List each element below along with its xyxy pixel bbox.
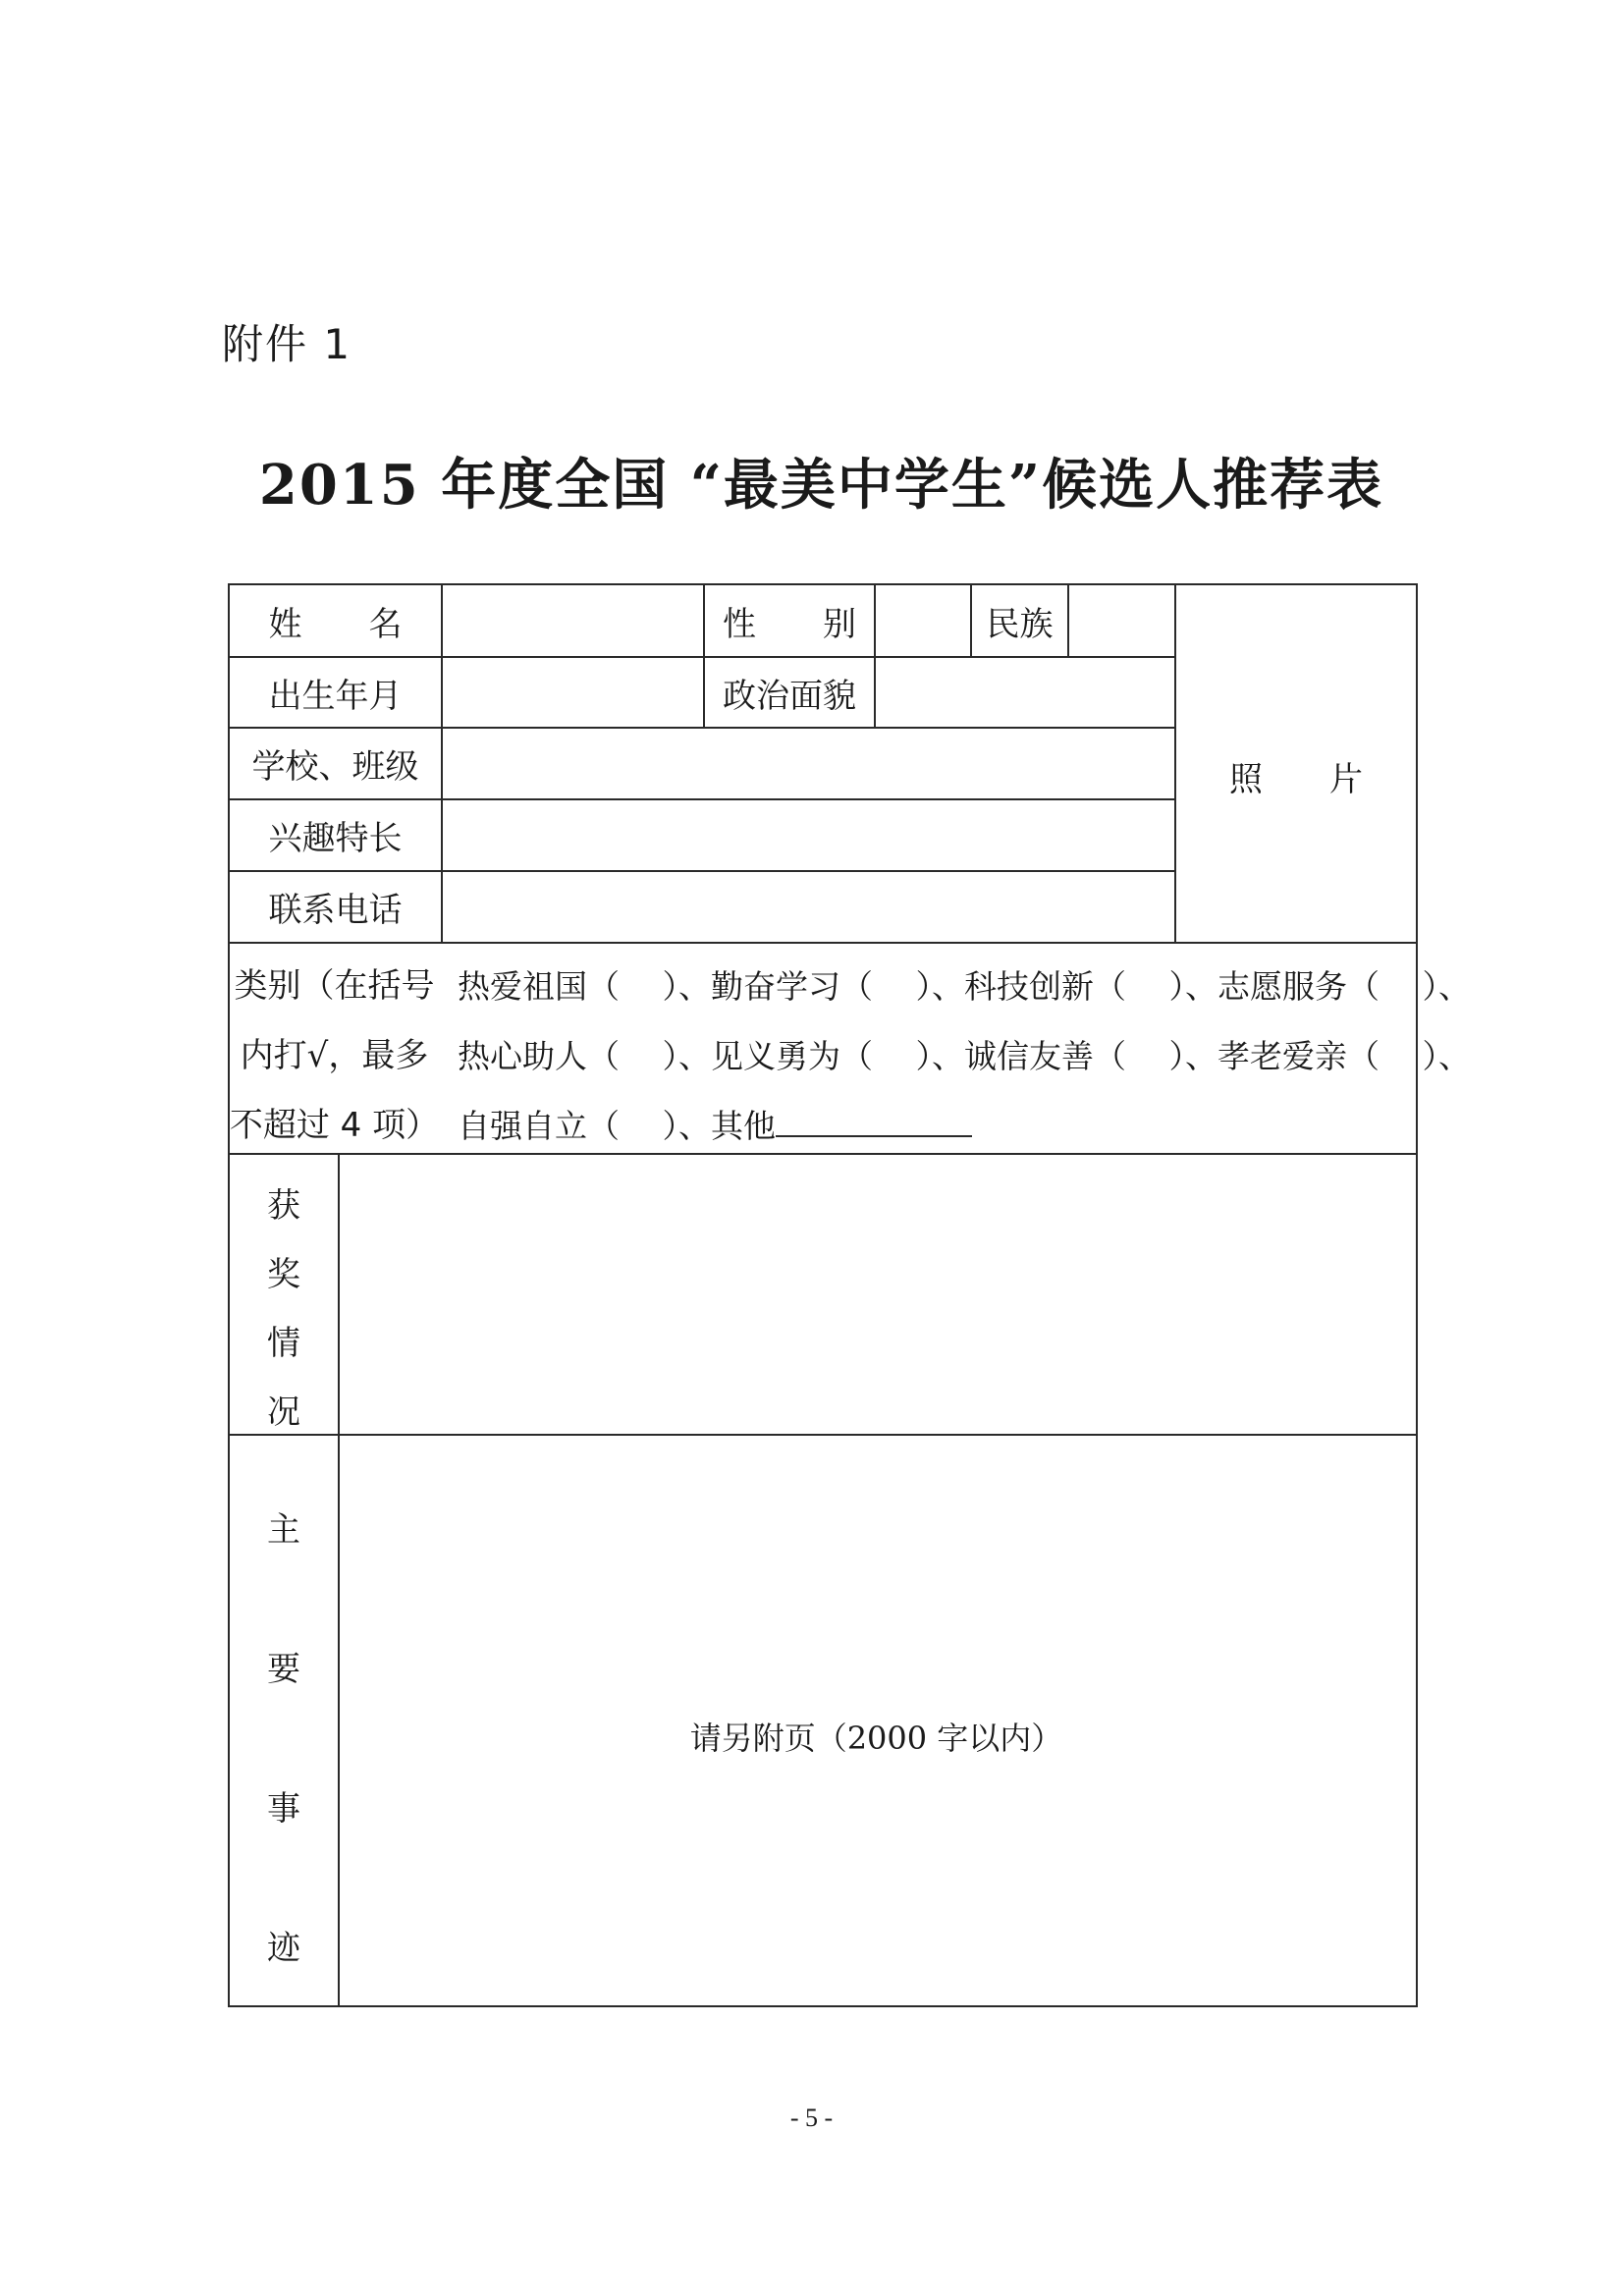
school-field[interactable] xyxy=(443,729,1174,798)
category-label-line: 内打√，最多 xyxy=(240,1036,429,1075)
phone-label: 联系电话 xyxy=(268,891,403,930)
attachment-label: 附件 1 xyxy=(222,320,352,368)
category-options-line[interactable]: 热心助人（ ）、见义勇为（ ）、诚信友善（ ）、孝老爱亲（ ）、 xyxy=(458,1037,1471,1075)
table-rule xyxy=(228,942,1418,944)
school-label: 学校、班级 xyxy=(251,747,419,787)
name-label: 姓 名 xyxy=(268,604,403,644)
page-number: - 5 - xyxy=(789,2104,834,2132)
hobby-field[interactable] xyxy=(443,800,1174,870)
awards-label-char: 奖 xyxy=(267,1255,300,1294)
table-rule xyxy=(1416,583,1418,2007)
ethnicity-field[interactable] xyxy=(1069,585,1174,656)
name-field[interactable] xyxy=(443,585,703,656)
deeds-label-char: 要 xyxy=(267,1650,300,1689)
table-rule xyxy=(228,2005,1418,2007)
deeds-label-char: 主 xyxy=(267,1510,300,1550)
hobby-label: 兴趣特长 xyxy=(268,819,403,858)
phone-field[interactable] xyxy=(443,872,1174,942)
gender-label: 性 别 xyxy=(723,604,856,644)
form-title: 2015 年度全国 “最美中学生”候选人推荐表 xyxy=(258,453,1384,518)
awards-label-char: 情 xyxy=(267,1324,300,1363)
photo-field[interactable] xyxy=(1176,585,1416,942)
other-blank[interactable] xyxy=(776,1106,972,1137)
category-options-line[interactable]: 热爱祖国（ ）、勤奋学习（ ）、科技创新（ ）、志愿服务（ ）、 xyxy=(458,967,1471,1006)
photo-label: 照 片 xyxy=(1229,759,1363,799)
birth-label: 出生年月 xyxy=(268,676,403,716)
political-field[interactable] xyxy=(876,658,1174,727)
category-options-text: 自强自立（ ）、其他 xyxy=(458,1107,776,1145)
awards-label-char: 况 xyxy=(267,1393,300,1432)
awards-label-char: 获 xyxy=(267,1186,300,1226)
awards-field[interactable] xyxy=(340,1155,1416,1434)
category-label-line: 不超过 4 项） xyxy=(229,1106,440,1145)
birth-field[interactable] xyxy=(443,658,703,727)
political-label: 政治面貌 xyxy=(723,676,856,716)
category-options-line[interactable] xyxy=(458,1091,972,1161)
ethnicity-label: 民族 xyxy=(986,604,1054,644)
deeds-label-char: 迹 xyxy=(267,1929,300,1968)
table-rule xyxy=(228,1434,1418,1436)
deeds-note: 请另附页（2000 字以内） xyxy=(689,1720,1063,1757)
deeds-label-char: 事 xyxy=(267,1789,300,1829)
gender-field[interactable] xyxy=(876,585,970,656)
category-label-line: 类别（在括号 xyxy=(234,966,435,1006)
